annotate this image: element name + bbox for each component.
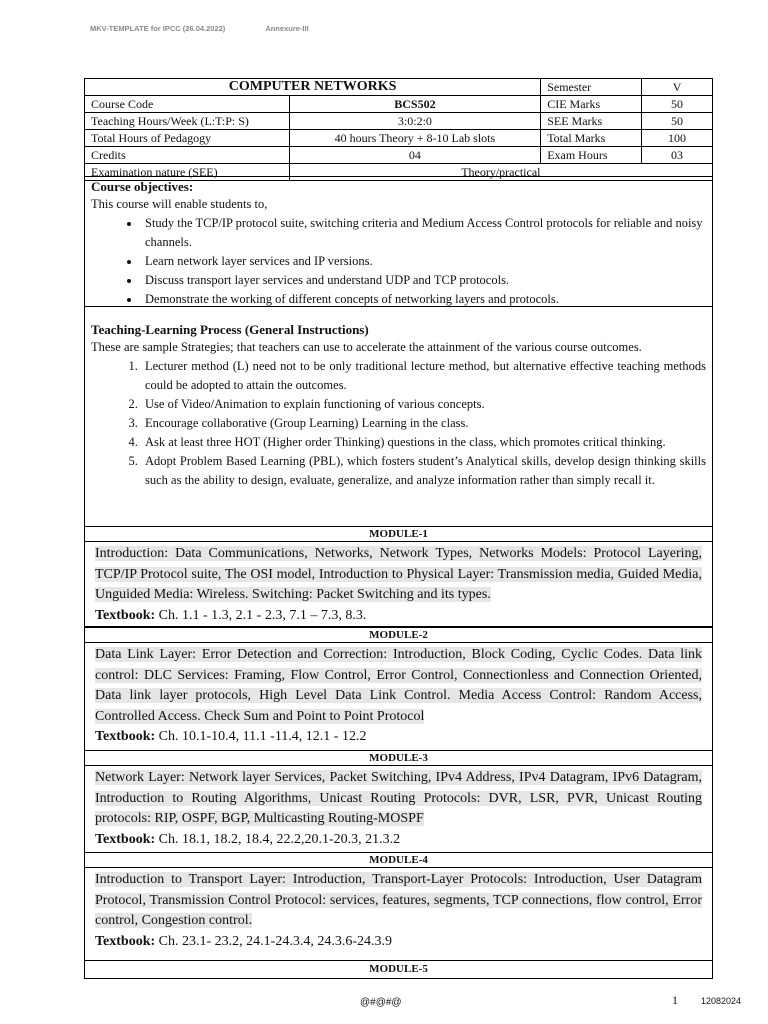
list-item: • Discuss transport layer services and understand UDP and TCP protocols. [141,271,706,290]
module-heading: MODULE-5 [369,963,428,975]
module-text: Data Link Layer: Error Detection and Correction: Introduction, Block Coding, Cyclic Codes. Data link control: DLC Services: Framing, Flow Control, Error Control, Connectionless and Connection Oriented, Data link layer protocols, High Level Data Link Control. Media Access Control: Random Access, Controlled Access. Check Sum and Point to Point Protocol [95,647,702,724]
row-value: 50 [642,113,713,130]
row-value: 50 [642,96,713,113]
list-item: • Learn network layer services and IP versions. [141,252,706,271]
semester-value: V [642,79,713,96]
course-code-value: BCS502 [289,96,541,113]
row-center-value: 3:0:2:0 [289,113,541,130]
objectives-intro: This course will enable students to, [91,197,268,211]
textbook-chapters: Ch. 23.1- 23.2, 24.1-24.3.4, 24.3.6-24.3.9 [155,933,392,949]
textbook-ref [95,934,392,949]
row-label: Total Hours of Pedagogy [85,130,290,147]
module-content [85,766,712,850]
textbook-ref [95,729,366,744]
row-label: Credits [85,147,290,164]
footer-date: 12082024 [701,996,742,1006]
tlp-intro: These are sample Strategies; that teachers can use to accelerate the attainment of the various course outcomes. [91,340,642,354]
textbook-chapters: Ch. 10.1-10.4, 11.1 -11.4, 12.1 - 12.2 [155,729,367,744]
tlp-heading: Teaching-Learning Process (General Instructions) [91,322,369,337]
list-item: 3. Encourage collaborative (Group Learning) Learning in the class. [141,414,706,433]
table-row [85,96,713,113]
objectives-list [91,214,706,309]
list-item: • Study the TCP/IP protocol suite, switching criteria and Medium Access Control protocols for reliable and noisy channels. [141,214,706,252]
module-text: Introduction: Data Communications, Networks, Network Types, Networks Models: Protocol Layering, TCP/IP Protocol suite, The OSI model, Introduction to Physical Layer: Transmission media, Guided Media, Unguided Media: Wireless. Switching: Packet Switching and its types. [95,546,702,602]
module-heading: MODULE-3 [85,751,712,766]
textbook-label: Textbook: [95,729,156,744]
textbook-label: Textbook: [95,831,156,847]
textbook-chapters: Ch. 18.1, 18.2, 18.4, 22.2,20.1-20.3, 21.3.2 [155,831,401,847]
teaching-learning-section [84,306,713,527]
textbook-ref [95,608,366,623]
list-item: 2. Use of Video/Animation to explain functioning of various concepts. [141,395,706,414]
tlp-list [91,357,712,490]
module-heading: MODULE-2 [85,628,712,643]
row-center-value: 04 [289,147,541,164]
module-4 [84,852,713,961]
textbook-chapters: Ch. 1.1 - 1.3, 2.1 - 2.3, 7.1 – 7.3, 8.3. [155,607,367,623]
module-heading: MODULE-1 [85,527,712,542]
objectives-section [84,176,713,307]
row-label: Teaching Hours/Week (L:T:P: S) [85,113,290,130]
row-key: SEE Marks [541,113,642,130]
textbook-ref [95,832,400,847]
annexure-label: Annexure-III [265,24,309,33]
exam-value: Theory/practical [289,164,712,181]
module-content [85,542,712,626]
module-text: Network Layer: Network layer Services, Packet Switching, IPv4 Address, IPv4 Datagram, IPv6 Datagram, Introduction to Routing Algorithms, Unicast Routing Protocols: DVR, LSR, PVR, Unicast Routing protocols: RIP, OSPF, BGP, Multicasting Routing-MOSPF [95,770,702,826]
row-key: Total Marks [541,130,642,147]
page-header [90,24,309,33]
list-item: 1. Lecturer method (L) need not to be only traditional lecture method, but alternative effective teaching methods could be adopted to attain the outcomes. [141,357,706,395]
page-number: 1 [672,993,678,1007]
row-center-value: 40 hours Theory + 8-10 Lab slots [289,130,541,147]
row-label: Course Code [85,96,290,113]
semester-label: Semester [541,79,642,96]
course-title: COMPUTER NETWORKS [85,79,541,96]
module-text: Introduction to Transport Layer: Introduction, Transport-Layer Protocols: Introduction, User Datagram Protocol, Transmission Control Protocol: services, features, segments, TCP connections, flow control, Error control, Congestion control. [95,872,702,928]
textbook-label: Textbook: [95,607,156,623]
row-value: 03 [642,147,713,164]
module-1 [84,526,713,627]
module-2 [84,627,713,751]
module-3 [84,750,713,853]
table-row [85,113,713,130]
title-row [85,79,713,96]
module-content [85,868,712,952]
list-item: 4. Ask at least three HOT (Higher order Thinking) questions in the class, which promotes critical thinking. [141,433,706,452]
table-row [85,147,713,164]
objectives-heading: Course objectives: [91,179,194,194]
module-content [85,643,712,748]
table-row [85,130,713,147]
list-item: 5. Adopt Problem Based Learning (PBL), which fosters student’s Analytical skills, develop design thinking skills such as the ability to design, evaluate, generalize, and analyze information rather than simply recall it. [141,452,706,490]
row-key: Exam Hours [541,147,642,164]
module-5 [84,960,713,979]
row-value: 100 [642,130,713,147]
textbook-label: Textbook: [95,933,156,949]
footer-mark: @#@#@ [360,997,402,1008]
template-label: MKV-TEMPLATE for IPCC (26.04.2022) [90,24,226,33]
row-key: CIE Marks [541,96,642,113]
module-heading: MODULE-4 [85,853,712,868]
list-item: • Demonstrate the working of different concepts of networking layers and protocols. [141,290,706,309]
course-info-table [84,78,713,181]
exam-label: Examination nature (SEE) [85,164,290,181]
